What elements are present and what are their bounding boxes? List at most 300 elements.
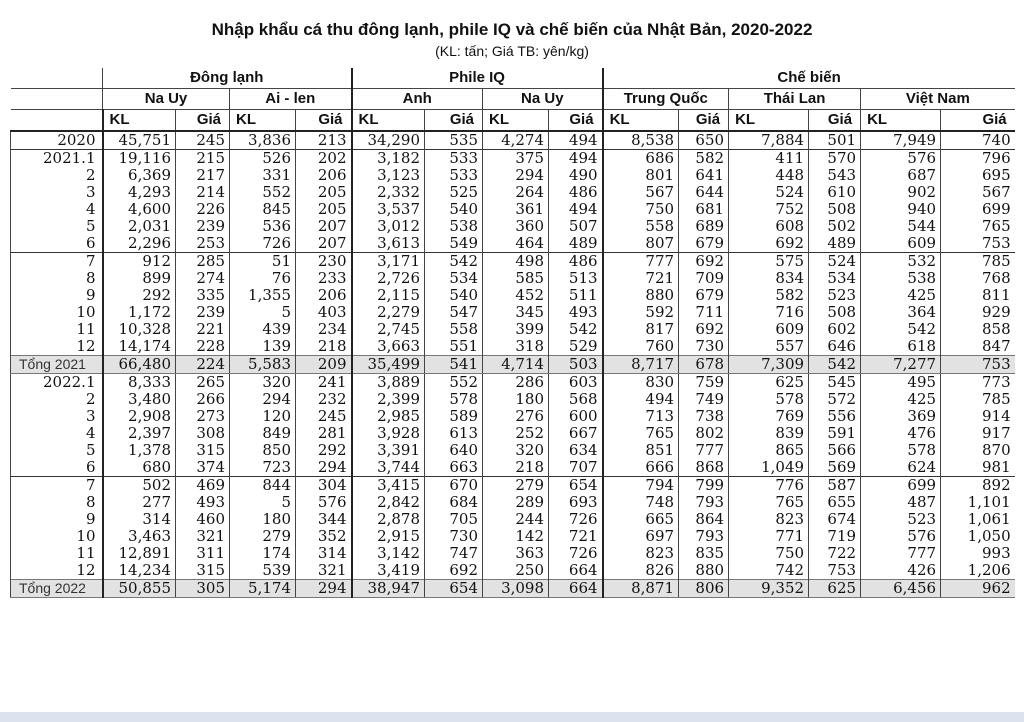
cell-kl: 34,290 — [352, 131, 425, 150]
cell-kl: 851 — [603, 442, 679, 459]
cell-kl: 320 — [483, 442, 549, 459]
row-label: 9 — [11, 287, 103, 304]
country-header-na-uy: Na Uy — [103, 89, 230, 110]
row-label: 11 — [11, 321, 103, 338]
cell-kl: 174 — [230, 545, 296, 562]
cell-price: 542 — [809, 356, 861, 374]
cell-price: 549 — [425, 235, 483, 253]
cell-price: 344 — [296, 511, 352, 528]
cell-price: 311 — [176, 545, 230, 562]
table-row — [11, 287, 1015, 304]
row-label: 8 — [11, 270, 103, 287]
cell-price: 753 — [809, 562, 861, 580]
cell-kl: 277 — [103, 494, 176, 511]
cell-kl: 294 — [230, 391, 296, 408]
cell-kl: 7,309 — [729, 356, 809, 374]
cell-price: 570 — [809, 150, 861, 168]
cell-kl: 364 — [861, 304, 941, 321]
cell-price: 709 — [679, 270, 729, 287]
cell-kl: 399 — [483, 321, 549, 338]
cell-price: 511 — [549, 287, 603, 304]
cell-price: 753 — [941, 235, 1015, 253]
cell-kl: 776 — [729, 477, 809, 495]
bottom-strip — [0, 712, 1024, 722]
table-row — [11, 235, 1015, 253]
cell-kl: 45,751 — [103, 131, 176, 150]
cell-price: 892 — [941, 477, 1015, 495]
row-label: 2 — [11, 167, 103, 184]
cell-price: 870 — [941, 442, 1015, 459]
cell-kl: 723 — [230, 459, 296, 477]
cell-kl: 498 — [483, 253, 549, 271]
cell-kl: 4,293 — [103, 184, 176, 201]
cell-kl: 765 — [729, 494, 809, 511]
cell-kl: 318 — [483, 338, 549, 356]
cell-price: 540 — [425, 201, 483, 218]
cell-kl: 716 — [729, 304, 809, 321]
cell-kl: 524 — [729, 184, 809, 201]
cell-kl: 585 — [483, 270, 549, 287]
row-label: 7 — [11, 253, 103, 271]
row-label: 9 — [11, 511, 103, 528]
cell-price: 572 — [809, 391, 861, 408]
cell-price: 738 — [679, 408, 729, 425]
cell-price: 305 — [176, 580, 230, 598]
cell-price: 233 — [296, 270, 352, 287]
cell-price: 679 — [679, 287, 729, 304]
cell-kl: 120 — [230, 408, 296, 425]
country-header-thai-lan: Thái Lan — [729, 89, 861, 110]
cell-price: 524 — [809, 253, 861, 271]
cell-price: 542 — [549, 321, 603, 338]
row-label: 3 — [11, 184, 103, 201]
cell-kl: 279 — [483, 477, 549, 495]
cell-price: 793 — [679, 494, 729, 511]
cell-price: 294 — [296, 459, 352, 477]
cell-kl: 8,871 — [603, 580, 679, 598]
cell-kl: 4,714 — [483, 356, 549, 374]
cell-kl: 721 — [603, 270, 679, 287]
cell-kl: 2,296 — [103, 235, 176, 253]
cell-kl: 750 — [729, 545, 809, 562]
table-row — [11, 477, 1015, 495]
cell-price: 558 — [425, 321, 483, 338]
cell-kl: 624 — [861, 459, 941, 477]
cell-price: 547 — [425, 304, 483, 321]
table-row — [11, 253, 1015, 271]
cell-price: 374 — [176, 459, 230, 477]
cell-kl: 532 — [861, 253, 941, 271]
column-header-kl: KL — [729, 110, 809, 132]
cell-price: 253 — [176, 235, 230, 253]
table-row — [11, 201, 1015, 218]
table-row — [11, 218, 1015, 235]
cell-price: 847 — [941, 338, 1015, 356]
cell-kl: 823 — [603, 545, 679, 562]
cell-kl: 369 — [861, 408, 941, 425]
cell-kl: 940 — [861, 201, 941, 218]
cell-kl: 2,031 — [103, 218, 176, 235]
cell-price: 266 — [176, 391, 230, 408]
cell-kl: 817 — [603, 321, 679, 338]
cell-price: 644 — [679, 184, 729, 201]
cell-price: 707 — [549, 459, 603, 477]
cell-kl: 826 — [603, 562, 679, 580]
group-header-che-bien: Chế biến — [603, 68, 1015, 89]
cell-kl: 5 — [230, 494, 296, 511]
cell-kl: 314 — [103, 511, 176, 528]
cell-kl: 252 — [483, 425, 549, 442]
cell-price: 773 — [941, 374, 1015, 392]
cell-price: 864 — [679, 511, 729, 528]
cell-kl: 567 — [603, 184, 679, 201]
cell-price: 646 — [809, 338, 861, 356]
cell-kl: 899 — [103, 270, 176, 287]
cell-kl: 76 — [230, 270, 296, 287]
row-label: 2022.1 — [11, 374, 103, 392]
cell-kl: 2,842 — [352, 494, 425, 511]
cell-price: 600 — [549, 408, 603, 425]
cell-price: 679 — [679, 235, 729, 253]
cell-price: 768 — [941, 270, 1015, 287]
cell-price: 589 — [425, 408, 483, 425]
cell-price: 503 — [549, 356, 603, 374]
cell-price: 678 — [679, 356, 729, 374]
cell-price: 695 — [941, 167, 1015, 184]
cell-price: 202 — [296, 150, 352, 168]
cell-kl: 494 — [603, 391, 679, 408]
total-row — [11, 580, 1015, 598]
cell-kl: 180 — [483, 391, 549, 408]
group-header-phile-iq: Phile IQ — [352, 68, 603, 89]
cell-price: 535 — [425, 131, 483, 150]
cell-price: 556 — [809, 408, 861, 425]
cell-kl: 3,463 — [103, 528, 176, 545]
cell-price: 217 — [176, 167, 230, 184]
cell-kl: 448 — [729, 167, 809, 184]
cell-price: 234 — [296, 321, 352, 338]
row-label: 2020 — [11, 131, 103, 150]
cell-kl: 331 — [230, 167, 296, 184]
cell-price: 917 — [941, 425, 1015, 442]
table-row — [11, 494, 1015, 511]
cell-price: 493 — [176, 494, 230, 511]
cell-kl: 3,480 — [103, 391, 176, 408]
cell-kl: 582 — [729, 287, 809, 304]
cell-price: 655 — [809, 494, 861, 511]
cell-price: 215 — [176, 150, 230, 168]
cell-kl: 2,399 — [352, 391, 425, 408]
cell-kl: 752 — [729, 201, 809, 218]
cell-kl: 2,908 — [103, 408, 176, 425]
cell-price: 654 — [425, 580, 483, 598]
cell-price: 206 — [296, 167, 352, 184]
cell-price: 551 — [425, 338, 483, 356]
cell-kl: 576 — [861, 150, 941, 168]
cell-price: 799 — [679, 477, 729, 495]
cell-price: 534 — [425, 270, 483, 287]
cell-price: 711 — [679, 304, 729, 321]
cell-price: 486 — [549, 184, 603, 201]
cell-kl: 452 — [483, 287, 549, 304]
table-title: Nhập khẩu cá thu đông lạnh, phile IQ và chế biến của Nhật Bản, 2020-2022 — [211, 20, 813, 39]
cell-kl: 713 — [603, 408, 679, 425]
cell-price: 493 — [549, 304, 603, 321]
cell-price: 914 — [941, 408, 1015, 425]
table-row — [11, 374, 1015, 392]
cell-price: 582 — [679, 150, 729, 168]
cell-price: 721 — [549, 528, 603, 545]
cell-kl: 3,419 — [352, 562, 425, 580]
cell-kl: 411 — [729, 150, 809, 168]
cell-kl: 8,333 — [103, 374, 176, 392]
cell-price: 538 — [425, 218, 483, 235]
cell-price: 692 — [425, 562, 483, 580]
column-header-gia: Giá — [425, 110, 483, 132]
cell-price: 613 — [425, 425, 483, 442]
cell-price: 308 — [176, 425, 230, 442]
cell-price: 634 — [549, 442, 603, 459]
column-header-kl: KL — [103, 110, 176, 132]
country-header-anh: Anh — [352, 89, 483, 110]
cell-price: 292 — [296, 442, 352, 459]
cell-price: 568 — [549, 391, 603, 408]
cell-price: 489 — [809, 235, 861, 253]
cell-price: 1,050 — [941, 528, 1015, 545]
cell-price: 640 — [425, 442, 483, 459]
row-label: 6 — [11, 459, 103, 477]
cell-price: 753 — [941, 356, 1015, 374]
table-row — [11, 391, 1015, 408]
cell-price: 569 — [809, 459, 861, 477]
cell-kl: 575 — [729, 253, 809, 271]
cell-price: 578 — [425, 391, 483, 408]
cell-price: 692 — [679, 253, 729, 271]
cell-kl: 12,891 — [103, 545, 176, 562]
cell-kl: 9,352 — [729, 580, 809, 598]
cell-price: 868 — [679, 459, 729, 477]
cell-price: 207 — [296, 218, 352, 235]
cell-price: 650 — [679, 131, 729, 150]
cell-kl: 2,745 — [352, 321, 425, 338]
cell-price: 403 — [296, 304, 352, 321]
cell-kl: 8,717 — [603, 356, 679, 374]
cell-kl: 578 — [729, 391, 809, 408]
cell-kl: 345 — [483, 304, 549, 321]
import-table — [10, 68, 1015, 598]
cell-price: 502 — [809, 218, 861, 235]
cell-kl: 692 — [729, 235, 809, 253]
cell-price: 692 — [679, 321, 729, 338]
table-row — [11, 150, 1015, 168]
cell-price: 529 — [549, 338, 603, 356]
cell-kl: 748 — [603, 494, 679, 511]
row-label: 12 — [11, 562, 103, 580]
row-label: 2 — [11, 391, 103, 408]
cell-kl: 3,182 — [352, 150, 425, 168]
cell-price: 534 — [809, 270, 861, 287]
cell-price: 508 — [809, 304, 861, 321]
cell-kl: 426 — [861, 562, 941, 580]
cell-kl: 14,174 — [103, 338, 176, 356]
cell-kl: 578 — [861, 442, 941, 459]
cell-kl: 180 — [230, 511, 296, 528]
table-row — [11, 304, 1015, 321]
total-row — [11, 356, 1015, 374]
cell-price: 206 — [296, 287, 352, 304]
table-row — [11, 562, 1015, 580]
cell-kl: 4,274 — [483, 131, 549, 150]
cell-kl: 839 — [729, 425, 809, 442]
cell-kl: 1,378 — [103, 442, 176, 459]
cell-price: 726 — [549, 511, 603, 528]
cell-kl: 845 — [230, 201, 296, 218]
cell-kl: 3,123 — [352, 167, 425, 184]
cell-price: 576 — [296, 494, 352, 511]
cell-price: 693 — [549, 494, 603, 511]
cell-price: 523 — [809, 287, 861, 304]
cell-price: 777 — [679, 442, 729, 459]
cell-price: 321 — [176, 528, 230, 545]
cell-price: 793 — [679, 528, 729, 545]
cell-price: 689 — [679, 218, 729, 235]
cell-kl: 5 — [230, 304, 296, 321]
cell-kl: 5,174 — [230, 580, 296, 598]
cell-price: 719 — [809, 528, 861, 545]
cell-price: 670 — [425, 477, 483, 495]
cell-kl: 523 — [861, 511, 941, 528]
cell-price: 315 — [176, 562, 230, 580]
cell-price: 543 — [809, 167, 861, 184]
cell-price: 929 — [941, 304, 1015, 321]
cell-price: 508 — [809, 201, 861, 218]
cell-price: 667 — [549, 425, 603, 442]
cell-kl: 609 — [729, 321, 809, 338]
cell-price: 681 — [679, 201, 729, 218]
cell-price: 962 — [941, 580, 1015, 598]
cell-kl: 286 — [483, 374, 549, 392]
cell-kl: 1,355 — [230, 287, 296, 304]
country-header-ai-len: Ai - len — [230, 89, 352, 110]
cell-kl: 19,116 — [103, 150, 176, 168]
column-header-kl: KL — [603, 110, 679, 132]
table-row — [11, 131, 1015, 150]
cell-price: 785 — [941, 253, 1015, 271]
table-row — [11, 321, 1015, 338]
cell-kl: 3,537 — [352, 201, 425, 218]
table-row — [11, 167, 1015, 184]
cell-kl: 902 — [861, 184, 941, 201]
cell-price: 641 — [679, 167, 729, 184]
cell-price: 205 — [296, 201, 352, 218]
cell-kl: 850 — [230, 442, 296, 459]
cell-price: 460 — [176, 511, 230, 528]
cell-price: 274 — [176, 270, 230, 287]
cell-price: 205 — [296, 184, 352, 201]
row-label: 3 — [11, 408, 103, 425]
cell-kl: 665 — [603, 511, 679, 528]
row-label: 7 — [11, 477, 103, 495]
cell-price: 705 — [425, 511, 483, 528]
cell-kl: 3,836 — [230, 131, 296, 150]
cell-price: 352 — [296, 528, 352, 545]
cell-kl: 50,855 — [103, 580, 176, 598]
cell-price: 740 — [941, 131, 1015, 150]
row-label: 12 — [11, 338, 103, 356]
cell-kl: 536 — [230, 218, 296, 235]
cell-kl: 2,115 — [352, 287, 425, 304]
cell-kl: 139 — [230, 338, 296, 356]
cell-price: 981 — [941, 459, 1015, 477]
cell-price: 785 — [941, 391, 1015, 408]
row-label: 4 — [11, 201, 103, 218]
cell-kl: 3,928 — [352, 425, 425, 442]
cell-kl: 7,277 — [861, 356, 941, 374]
cell-kl: 552 — [230, 184, 296, 201]
cell-kl: 777 — [603, 253, 679, 271]
table-row — [11, 338, 1015, 356]
cell-kl: 576 — [861, 528, 941, 545]
cell-kl: 8,538 — [603, 131, 679, 150]
cell-kl: 539 — [230, 562, 296, 580]
cell-price: 494 — [549, 201, 603, 218]
cell-price: 469 — [176, 477, 230, 495]
cell-price: 664 — [549, 562, 603, 580]
cell-price: 533 — [425, 150, 483, 168]
cell-price: 625 — [809, 580, 861, 598]
cell-kl: 912 — [103, 253, 176, 271]
cell-kl: 558 — [603, 218, 679, 235]
cell-price: 525 — [425, 184, 483, 201]
cell-price: 213 — [296, 131, 352, 150]
cell-kl: 6,456 — [861, 580, 941, 598]
table-row — [11, 408, 1015, 425]
cell-kl: 3,889 — [352, 374, 425, 392]
cell-kl: 66,480 — [103, 356, 176, 374]
cell-kl: 3,391 — [352, 442, 425, 459]
row-label: 4 — [11, 425, 103, 442]
cell-price: 806 — [679, 580, 729, 598]
cell-kl: 777 — [861, 545, 941, 562]
country-header-na-uy-2: Na Uy — [483, 89, 603, 110]
cell-price: 239 — [176, 304, 230, 321]
cell-price: 603 — [549, 374, 603, 392]
cell-price: 245 — [296, 408, 352, 425]
cell-kl: 557 — [729, 338, 809, 356]
cell-kl: 823 — [729, 511, 809, 528]
cell-kl: 2,279 — [352, 304, 425, 321]
cell-price: 722 — [809, 545, 861, 562]
cell-price: 315 — [176, 442, 230, 459]
cell-price: 224 — [176, 356, 230, 374]
cell-kl: 538 — [861, 270, 941, 287]
table-row — [11, 528, 1015, 545]
cell-price: 858 — [941, 321, 1015, 338]
cell-price: 566 — [809, 442, 861, 459]
table-row — [11, 459, 1015, 477]
cell-price: 567 — [941, 184, 1015, 201]
cell-price: 209 — [296, 356, 352, 374]
cell-kl: 544 — [861, 218, 941, 235]
cell-kl: 865 — [729, 442, 809, 459]
cell-price: 591 — [809, 425, 861, 442]
cell-price: 218 — [296, 338, 352, 356]
cell-kl: 2,985 — [352, 408, 425, 425]
cell-kl: 750 — [603, 201, 679, 218]
cell-price: 835 — [679, 545, 729, 562]
cell-price: 674 — [809, 511, 861, 528]
cell-kl: 292 — [103, 287, 176, 304]
